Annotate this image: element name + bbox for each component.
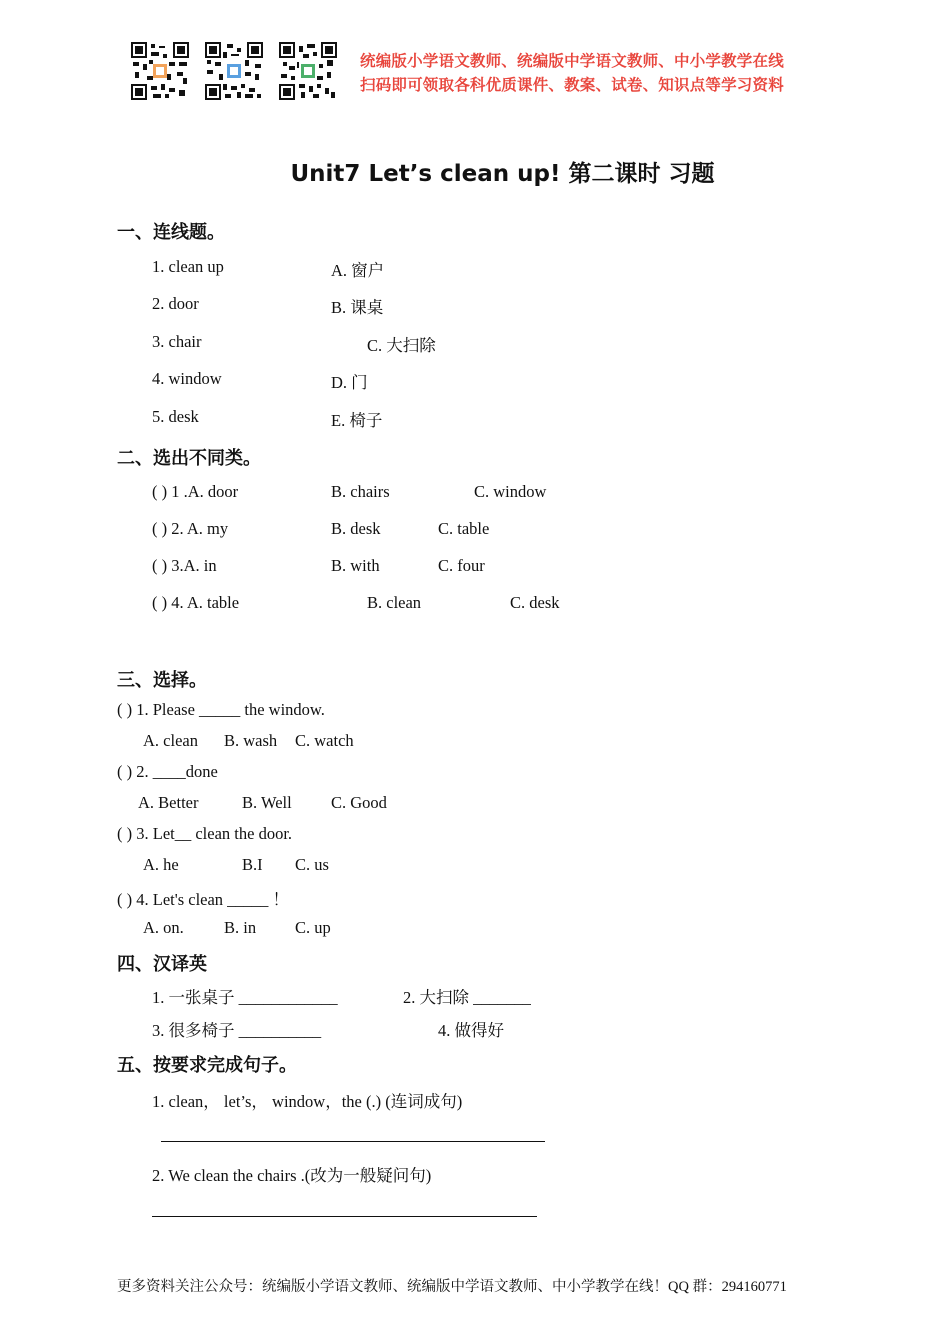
s1-right-2: B. 课桌 <box>331 298 384 317</box>
s2-q4-b: B. clean <box>367 593 422 612</box>
s3-q4-c: C. up <box>295 918 331 937</box>
s2-q2-b: B. desk <box>331 519 381 538</box>
section1-heading: 一、连线题。 <box>117 222 225 243</box>
banner-line-2: 扫码即可领取各科优质课件、教案、试卷、知识点等学习资料 <box>360 76 784 94</box>
s2-q2-c: C. table <box>438 519 490 538</box>
s2-q1-c: C. window <box>474 482 547 501</box>
section2-heading: 二、选出不同类。 <box>117 448 261 469</box>
s2-q3-c: C. four <box>438 556 485 575</box>
s3-q3: ( ) 3. Let__ clean the door. <box>117 824 293 843</box>
s2-q4-c: C. desk <box>510 593 560 612</box>
s2-q3-b: B. with <box>331 556 380 575</box>
section3-heading: 三、选择。 <box>117 670 207 691</box>
s2-q1-b: B. chairs <box>331 482 390 501</box>
s2-q1: ( ) 1 .A. door <box>152 482 239 501</box>
s3-q4: ( ) 4. Let's clean _____ ！ <box>117 890 290 909</box>
qr-code-3 <box>279 42 337 100</box>
page-title: Unit7 Let’s clean up! 第二课时 习题 <box>290 161 715 187</box>
s3-q4-b: B. in <box>224 918 257 937</box>
s3-q4-a: A. on. <box>143 918 184 937</box>
s3-q3-a: A. he <box>143 855 179 874</box>
s3-q3-c: C. us <box>295 855 329 874</box>
s1-left-1: 1. clean up <box>152 257 224 276</box>
s3-q1-b: B. wash <box>224 731 278 750</box>
s2-q2: ( ) 2. A. my <box>152 519 229 538</box>
s1-left-3: 3. chair <box>152 332 202 351</box>
s5-item-1: 1. clean， let’s， window，the (.) (连词成句) <box>152 1092 463 1111</box>
s3-q1-c: C. watch <box>295 731 354 750</box>
s2-q3: ( ) 3.A. in <box>152 556 217 575</box>
s2-q4: ( ) 4. A. table <box>152 593 240 612</box>
banner-line-1: 统编版小学语文教师、统编版中学语文教师、中小学教学在线 <box>360 52 784 70</box>
s4-item-2: 2. 大扫除 _______ <box>403 988 531 1007</box>
s3-q3-b: B.I <box>242 855 263 874</box>
s1-right-5: E. 椅子 <box>331 411 383 430</box>
s3-q1: ( ) 1. Please _____ the window. <box>117 700 325 719</box>
section5-heading: 五、按要求完成句子。 <box>117 1055 297 1076</box>
answer-line-2 <box>152 1216 537 1217</box>
footer-note: 更多资料关注公众号：统编版小学语文教师、统编版中学语文教师、中小学教学在线！QQ 群：294160771 <box>117 1279 787 1295</box>
s1-right-1: A. 窗户 <box>331 261 385 280</box>
qr-code-1 <box>131 42 189 100</box>
s3-q1-a: A. clean <box>143 731 198 750</box>
s5-item-2: 2. We clean the chairs .(改为一般疑问句) <box>152 1166 432 1185</box>
s4-item-4: 4. 做得好 <box>438 1021 504 1040</box>
s4-item-3: 3. 很多椅子 __________ <box>152 1021 322 1040</box>
s3-q2-b: B. Well <box>242 793 292 812</box>
s1-left-5: 5. desk <box>152 407 199 426</box>
s1-right-4: D. 门 <box>331 373 368 392</box>
answer-line-1 <box>161 1141 545 1142</box>
s3-q2: ( ) 2. ____done <box>117 762 218 781</box>
s3-q2-a: A. Better <box>138 793 199 812</box>
section4-heading: 四、汉译英 <box>117 954 207 975</box>
s4-item-1: 1. 一张桌子 ____________ <box>152 988 338 1007</box>
s1-right-3: C. 大扫除 <box>367 336 436 355</box>
s3-q2-c: C. Good <box>331 793 387 812</box>
qr-code-2 <box>205 42 263 100</box>
s1-left-2: 2. door <box>152 294 199 313</box>
s1-left-4: 4. window <box>152 369 222 388</box>
